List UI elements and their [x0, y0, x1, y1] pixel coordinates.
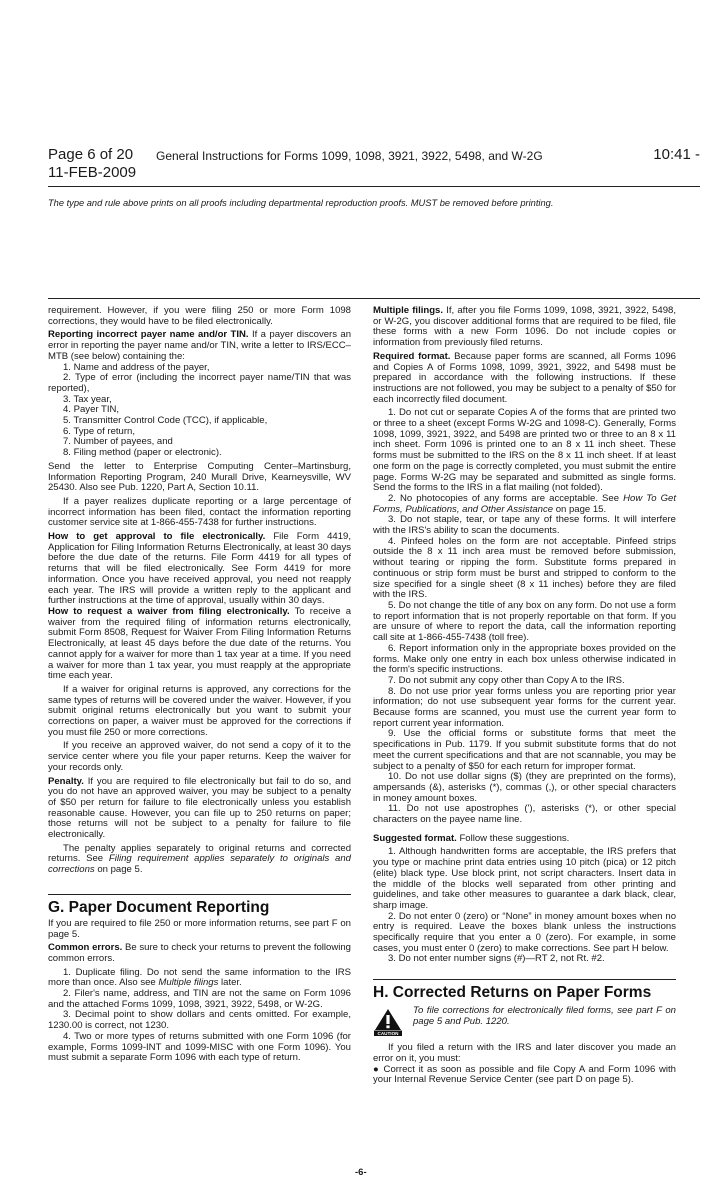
paragraph: If a payer realizes duplicate reporting or a large percentage of incorrect information has been filed, contact the information reporting customer service site at 1-866-455-7438 for further instructions. — [48, 495, 351, 529]
list-item: 7. Number of payees, and — [63, 436, 173, 448]
left-column — [48, 306, 351, 1064]
paragraph: 9. Use the official forms or substitute forms that meet the specifications in Pub. 1179. If you submit substitute forms that do not meet the current specifications and that are not scannable, you may be subject to a penalty of $50 for each return for improper format. — [373, 728, 676, 772]
paragraph: 1. Duplicate filing. Do not send the same information to the IRS more than once. Also see Multiple filings later. — [48, 966, 351, 989]
run-in-heading: How to get approval to file electronically. — [48, 531, 266, 543]
run-in-heading: How to request a waiver from filing electronically. — [48, 605, 290, 617]
proof-note: The type and rule above prints on all proofs including departmental reproduction proofs. MUST be removed before printing. — [48, 198, 554, 208]
page-header — [48, 146, 700, 181]
proof-time: 10:41 - — [653, 146, 700, 163]
list-item: 3. Tax year, — [63, 393, 112, 405]
paragraph: 5. Do not change the title of any box on any form. Do not use a form to report information that is not properly reportable on that form. If you are unsure of where to report the data, call the information reporting call site at 1-866-455-7438 (toll free). — [373, 599, 676, 644]
paragraph: 1. Do not cut or separate Copies A of the forms that are printed two or three to a sheet (except Forms W-2G and 1098-C). Generally, Forms 1098, 1099, 3921, 3922, and 5498 are printed two or three to an 8 x 11 inch sheet. Form 1096 is printed one to an 8 x 11 inch sheet. These forms must be submitted to the IRS on the 8 x 11 inch sheet. If at least one form on the page is correctly completed, you must submit the entire page. Forms W-2G may be separated and submitted as single forms. Send the forms to the IRS in a flat mailing (not folded). — [373, 407, 676, 494]
paragraph: Send the letter to Enterprise Computing Center–Martinsburg, Information Reporting Program, 240 Murall Drive, Kearneysville, WV 25430. Also see Pub. 1220, Part A, Section 10.11. — [48, 460, 351, 494]
paragraph: 11. Do not use apostrophes ('), asterisks (*), or other special characters on the payee name line. — [373, 803, 676, 826]
proof-date: 11-FEB-2009 — [48, 164, 137, 181]
list-item: 2. Type of error (including the incorrect payer name/TIN that was reported), — [48, 372, 351, 394]
list-item: 1. Name and address of the payer, — [63, 361, 210, 373]
paragraph: 2. No photocopies of any forms are acceptable. See How To Get Forms, Publications, and Other Assistance on page 15. — [373, 492, 676, 515]
section-heading: H. Corrected Returns on Paper Forms — [373, 984, 652, 1002]
caution-icon — [373, 1008, 403, 1036]
paragraph: If you receive an approved waiver, do not send a copy of it to the service center where you file your paper returns. Keep the waiver for your records only. — [48, 740, 351, 773]
paragraph: If a waiver for original returns is approved, any corrections for the same types of returns will be covered under the waiver. However, if you submit original returns electronically but you want to submit your corrections on paper, a waiver must be approved for the corrections if you must file 250 or more corrections. — [48, 683, 351, 738]
paragraph: 6. Report information only in the appropriate boxes provided on the forms. Make only one entry in each box unless otherwise indicated in the form's specific instructions. — [373, 642, 676, 676]
paragraph: How to request a waiver from filing electronically. To receive a waiver from the required filing of information returns electronically, submit Form 8508, Request for Waiver From Filing Information Returns Electronically, at least 45 days before the due date of the returns. You cannot apply for a waiver for more than 1 tax year at a time. If you need a waiver for more than 1 tax year, you must reapply at the appropriate time each year. — [48, 605, 352, 682]
document-title: General Instructions for Forms 1099, 1098, 3921, 3922, 5498, and W-2G — [156, 149, 543, 163]
paragraph: The penalty applies separately to original returns and corrected returns. See Filing requirement applies separately to originals and corrections on page 5. — [48, 842, 351, 876]
paragraph: Common errors. Be sure to check your returns to prevent the following common errors. — [48, 942, 351, 964]
paragraph: 2. Do not enter 0 (zero) or “None” in money amount boxes when no entry is required. Leave the boxes blank unless the instructions specifically require that you enter a 0 (zero). For example, in some cases, you must enter 0 (zero) to make corrections. See part H below. — [373, 910, 676, 954]
paragraph: 4. Pinfeed holes on the form are not acceptable. Pinfeed strips outside the 8 x 11 inch area must be removed before submission, without tearing or ripping the form. Substitute forms prepared in continuous or strip form must be burst and stripped to conform to the size specified for a single sheet (8 x 11 inches) before they are filed with the IRS. — [373, 535, 676, 601]
caution-note — [373, 1006, 676, 1040]
paragraph: If you filed a return with the IRS and later discover you made an error on it, you must: — [373, 1042, 676, 1064]
paragraph: If you are required to file 250 or more information returns, see part F on page 5. — [48, 917, 351, 940]
bullet-item: ● Correct it as soon as possible and file Copy A and Form 1096 with your Internal Revenue Service Center (see part D on page 5). — [373, 1063, 676, 1086]
paragraph: How to get approval to file electronically. File Form 4419, Application for Filing Information Returns Electronically, at least 30 days before the due date of the returns. File Form 4419 for all types of returns that will be filed electronically. See Form 4419 for more information. Once you have received approval, you need not reapply each year. The IRS will provide a written reply to the applicant and further instructions at the time of approval, usually within 30 days. — [48, 531, 351, 607]
right-column — [373, 306, 676, 1086]
section-rule — [48, 894, 351, 895]
paragraph: Reporting incorrect payer name and/or TIN. If a payer discovers an error in reporting the payer name and/or TIN, write a letter to IRS/ECC–MTB (see below) containing the: — [48, 329, 352, 362]
run-in-heading: Suggested format. — [373, 832, 457, 844]
list-item: 4. Payer TIN, — [63, 404, 120, 416]
list-item: 5. Transmitter Control Code (TCC), if applicable, — [63, 415, 268, 427]
page-indicator: Page 6 of 20 — [48, 146, 134, 163]
paragraph: Penalty. If you are required to file electronically but fail to do so, and you do not have an approved waiver, you may be subject to a penalty of $50 per return for failure to file electronically unless you establish reasonable cause. However, you can file up to 250 returns on paper; those returns will not be subject to a penalty for failure to file electronically. — [48, 775, 351, 841]
page-number: -6- — [355, 1167, 367, 1178]
body-top-rule — [48, 298, 700, 299]
section-rule — [373, 979, 676, 980]
header-rule — [48, 186, 700, 187]
run-in-heading: Multiple filings. — [373, 305, 444, 316]
paragraph: 4. Two or more types of returns submitted with one Form 1096 (for example, Forms 1099-INT and 1099-MISC with one Form 1096). You must submit a separate Form 1096 with each type of return. — [48, 1030, 351, 1064]
paragraph: Required format. Because paper forms are scanned, all Forms 1096 and Copies A of Forms 1098, 1099, 3921, 3922, and 5498 must be prepared in accordance with the following instructions. If these instructions are not followed, you may be subject to a penalty of $50 for each incorrectly filed document. — [373, 350, 676, 405]
list-item: 8. Filing method (paper or electronic). — [63, 447, 222, 459]
caution-label: CAUTION — [377, 1031, 399, 1037]
run-in-heading: Common errors. — [48, 942, 123, 954]
paragraph: 3. Decimal point to show dollars and cents omitted. For example, 1230.00 is correct, not 1230. — [48, 1009, 351, 1032]
paragraph: 1. Although handwritten forms are acceptable, the IRS prefers that you type or machine print data entries using 10 pitch (pica) or 12 pitch (elite) black type. Use block print, not script characters. Insert data in the middle of the blocks well separated from other printing and guidelines, and take other measures to guarantee a dark black, clear, sharp image. — [373, 846, 676, 911]
run-in-heading: Reporting incorrect payer name and/or TIN. — [48, 329, 249, 341]
run-in-heading: Penalty. — [48, 775, 84, 787]
section-heading: G. Paper Document Reporting — [48, 898, 270, 916]
paragraph: 3. Do not enter number signs (#)—RT 2, not Rt. #2. — [388, 953, 605, 965]
paragraph: 3. Do not staple, tear, or tape any of these forms. It will interfere with the IRS's ability to scan the documents. — [373, 514, 676, 537]
paragraph: 2. Filer's name, address, and TIN are not the same on Form 1096 and the attached Forms 1099, 1098, 3921, 3922, 5498, or W-2G. — [48, 988, 351, 1010]
paragraph: Suggested format. Follow these suggestions. — [373, 832, 570, 844]
list-item: 6. Type of return, — [63, 425, 135, 437]
run-in-heading: Required format. — [373, 350, 451, 362]
paragraph: 7. Do not submit any copy other than Copy A to the IRS. — [388, 674, 625, 686]
paragraph: Multiple filings. If, after you file Forms 1099, 1098, 3921, 3922, 5498, or W-2G, you discover additional forms that are required to be filed, file these forms with a new Form 1096. Do not include copies or information from previously filed returns. — [373, 305, 676, 349]
paragraph: requirement. However, if you were filing 250 or more Form 1098 corrections, they would have to be filed electronically. — [48, 305, 351, 327]
paragraph: 10. Do not use dollar signs ($) (they are preprinted on the forms), ampersands (&), asterisks (*), commas (,), or other special characters in money amount boxes. — [373, 771, 676, 804]
paragraph: 8. Do not use prior year forms unless you are reporting prior year information; do not use subsequent year forms for the current year. Because forms are scanned, you must use the current year form to report current year information. — [373, 685, 676, 729]
caution-text: To file corrections for electronically filed forms, see part F on page 5 and Pub. 1220. — [413, 1005, 676, 1027]
